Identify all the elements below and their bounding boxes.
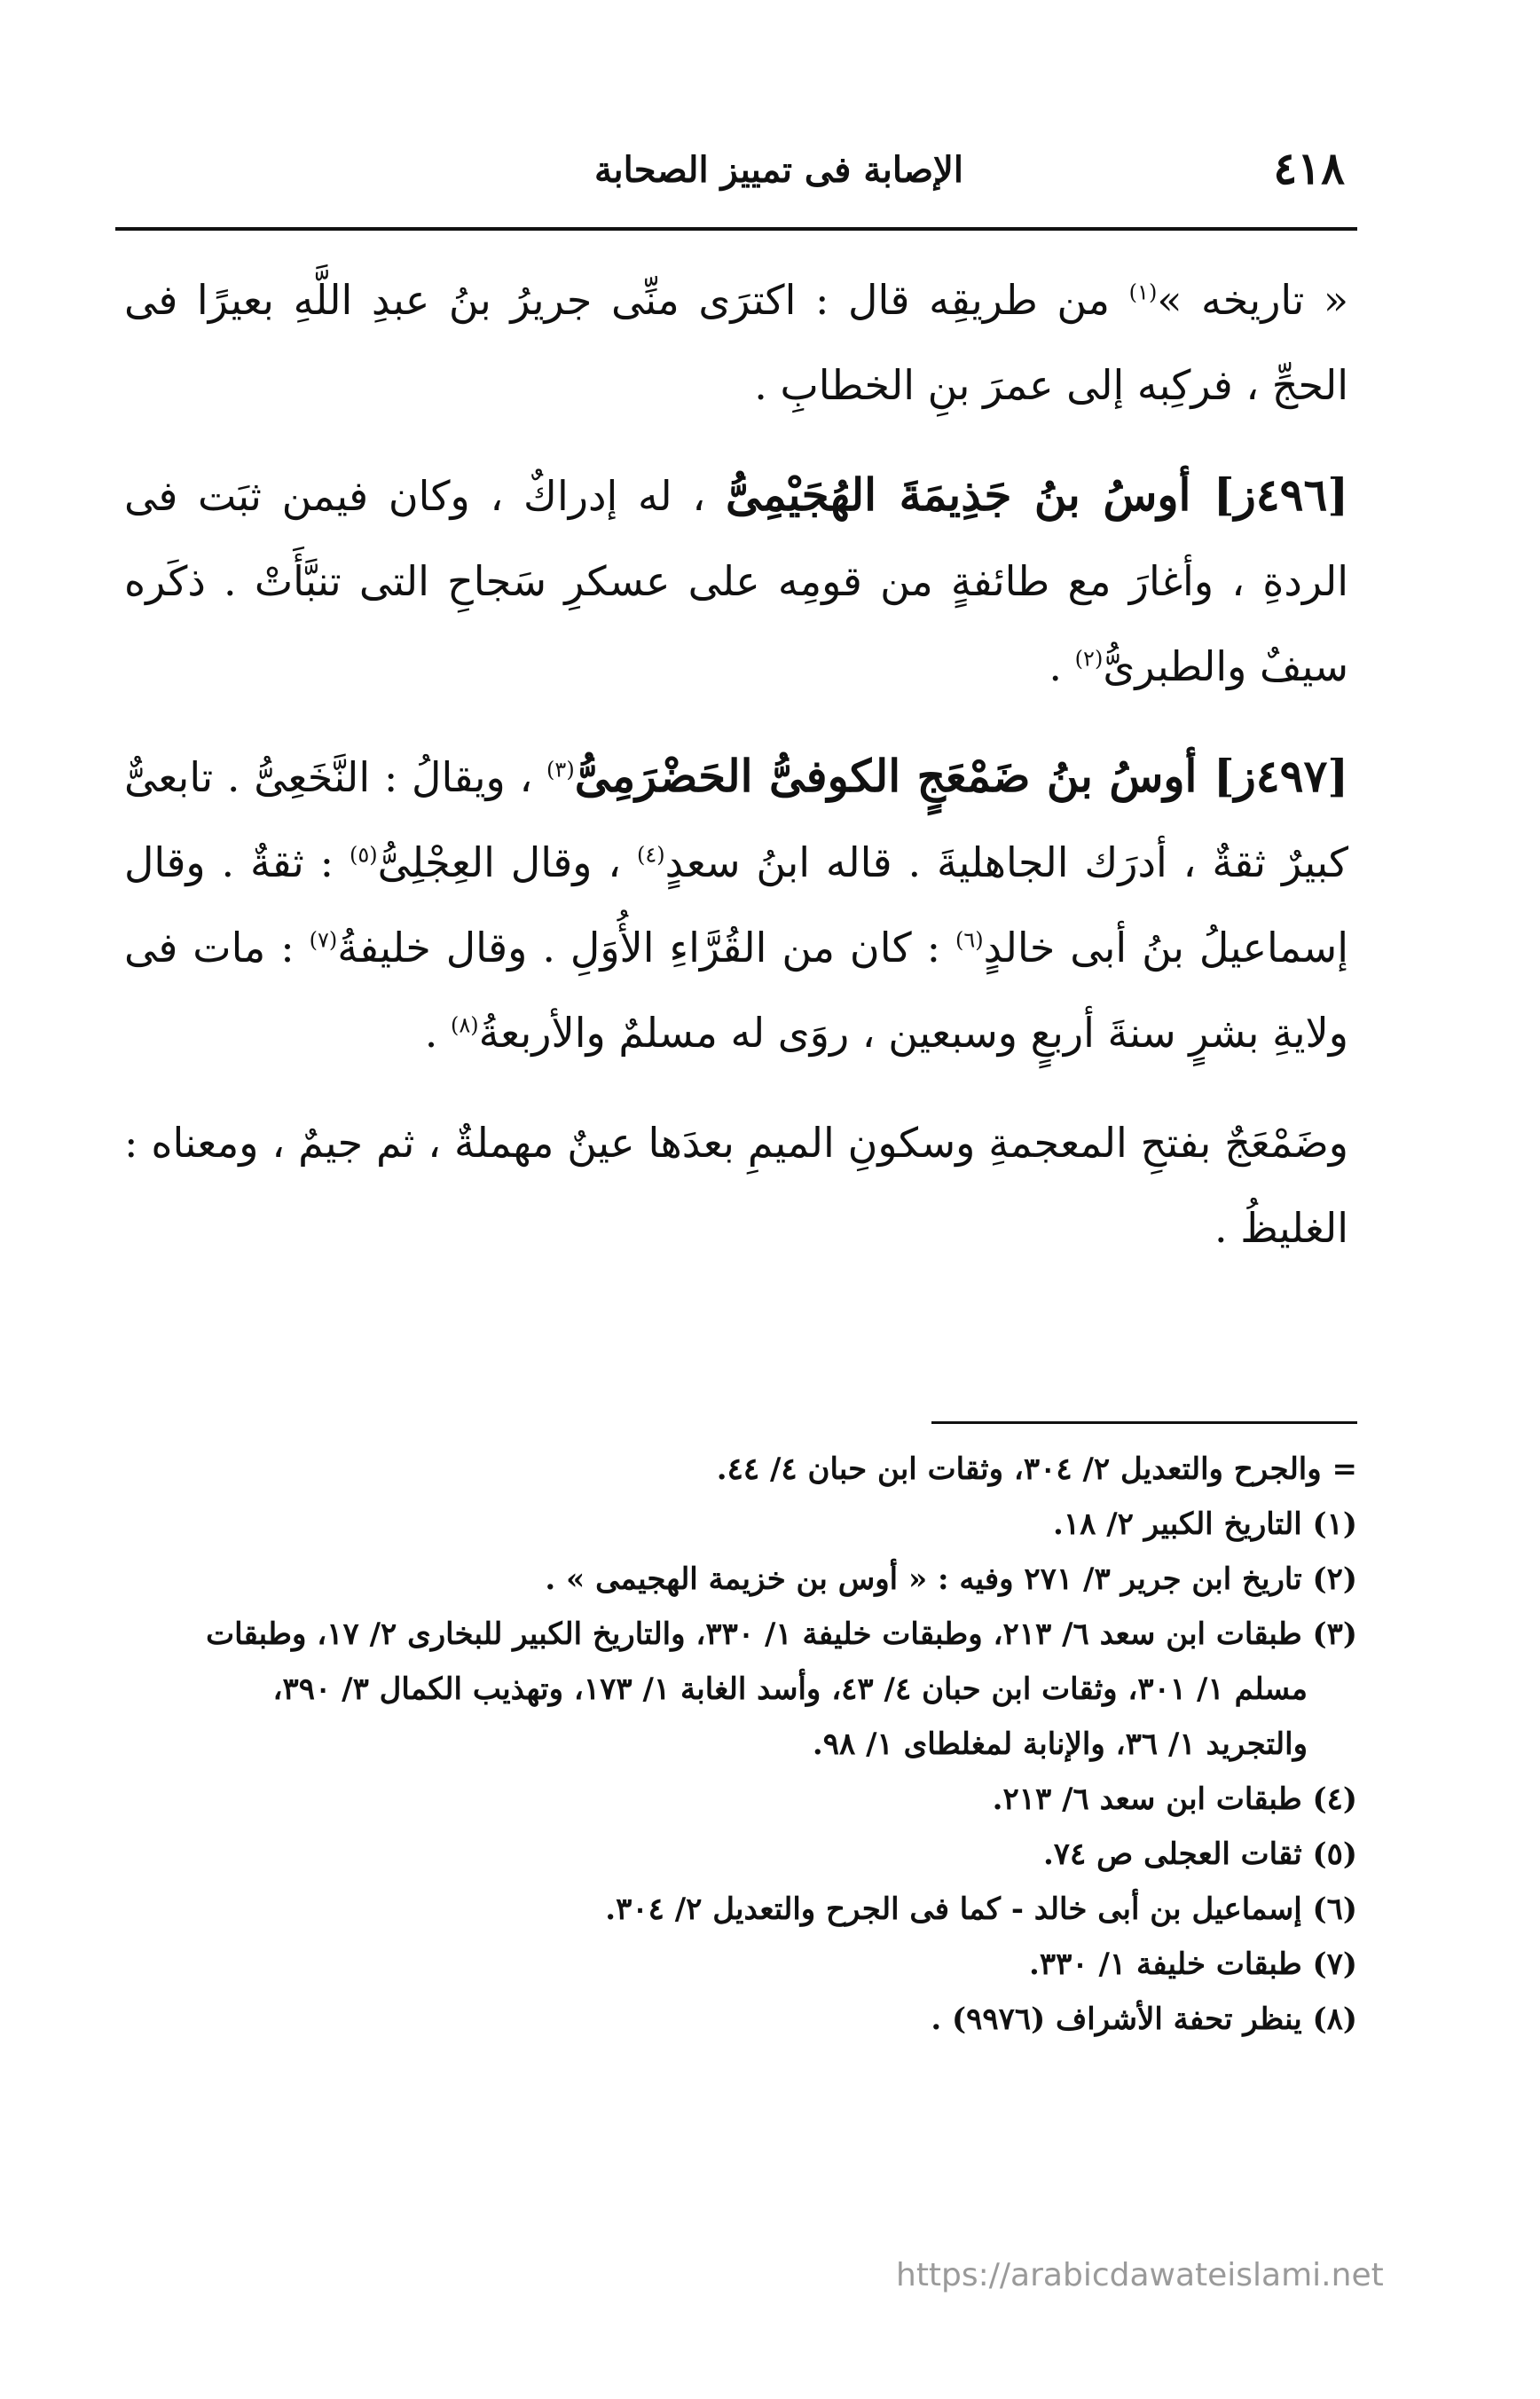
footnote-ref-6: (٦) [955,927,984,953]
footnote-3-line-1: (٣) طبقات ابن سعد ٦/ ٢١٣، وطبقات خليفة ١/ ٣٣٠، والتاريخ الكبير للبخارى ٢/ ١٧، وطبقات [206,1616,1357,1652]
footnote-8: (٨) ينظر تحفة الأشراف (٩٩٧٦) . [931,2002,1357,2037]
paragraph-1 [124,257,1348,428]
header-rule [115,227,1357,231]
entry-497-s5: : مات فى ولايةِ بشرٍ سنةَ أربعٍ وسبعين ، روَى له مسلمٌ والأربعةُ [124,924,1348,1057]
entry-497-s3: : ثقةٌ . وقال إسماعيلُ بنُ أبى خالدٍ [124,838,1348,971]
footnote-4: (٤) طبقات ابن سعد ٦/ ٢١٣. [992,1782,1357,1817]
footnote-ref-8: (٨) [450,1012,479,1038]
footnote-ref-3: (٣) [546,757,575,783]
p1-start: « تاريخه » [1157,276,1348,324]
p1-text: من طريقِه قال : اكترَى منِّى جريرُ بنُ عبدِ اللَّهِ بعيرًا فى الحجِّ ، فركِبه إلى عمرَ بنِ الخطابِ . [124,276,1348,409]
entry-497 [124,734,1348,1075]
footnote-ref-7: (٧) [309,927,338,953]
footnote-7: (٧) طبقات خليفة ١/ ٣٣٠. [1029,1947,1357,1982]
footnote-ref-4: (٤) [637,842,665,868]
entry-497-s2: ، وقال العِجْلِىُّ [377,838,638,886]
footnote-ref-1: (١) [1128,279,1158,305]
footnote-2: (٢) تاريخ ابن جرير ٣/ ٢٧١ وفيه : « أوس بن خزيمة الهجيمى » . [545,1561,1357,1597]
entry-497-s1: ، ويقالُ : النَّخَعِىُّ . تابعىٌّ كبيرٌ ثقةٌ ، أدرَك الجاهليةَ . قاله ابنُ سعدٍ [124,753,1349,886]
entry-497-heading: [٤٩٧ز] أوسُ بنُ ضَمْعَجٍ الكوفىُّ الحَضْرَمِىُّ [574,750,1348,802]
entry-496 [124,452,1348,709]
footnote-separator [931,1421,1357,1424]
entry-497-s4: : كان من القُرَّاءِ الأُوَلِ . وقال خليفةُ [337,924,956,971]
footnote-5: (٥) ثقات العجلى ص ٧٤. [1042,1837,1357,1872]
entry-497-end: . [424,1009,451,1057]
page-number: ٤١٨ [1273,142,1345,194]
footnote-3-line-3: والتجريد ١/ ٣٦، والإنابة لمغلطاى ١/ ٩٨. [812,1726,1308,1762]
page-header [115,142,1345,204]
footnote-3-line-2: مسلم ١/ ٣٠١، وثقات ابن حبان ٤/ ٤٣، وأسد الغابة ١/ ١٧٣، وتهذيب الكمال ٣/ ٣٩٠، [272,1671,1308,1707]
entry-496-heading: [٤٩٦ز] أوسُ بنُ جَذِيمَةَ الهُجَيْمِىُّ [725,468,1348,521]
footnote-ref-5: (٥) [350,842,378,868]
watermark-url: https://arabicdawateislami.net [896,2257,1384,2293]
main-text [124,257,1348,1295]
running-title: الإصابة فى تمييز الصحابة [594,149,963,191]
footnotes [142,1442,1357,2047]
footnote-1: (١) التاريخ الكبير ٢/ ١٨. [1053,1506,1357,1542]
paragraph-4: وضَمْعَجٌ بفتحِ المعجمةِ وسكونِ الميمِ بعدَها عينٌ مهملةٌ ، ثم جيمٌ ، ومعناه : الغليظُ . [124,1119,1348,1252]
entry-496-end: . [1049,642,1075,690]
footnote-6: (٦) إسماعيل بن أبى خالد - كما فى الجرح والتعديل ٢/ ٣٠٤. [605,1892,1357,1927]
entry-496-text: ، له إدراكٌ ، وكان فيمن ثبَت فى الردةِ ، وأغارَ مع طائفةٍ من قومِه على عسكرِ سَجاحِ التى تنبَّأَتْ . ذكَره سيفٌ والطبرىُّ [124,472,1348,690]
footnote-ref-2: (٢) [1074,646,1104,672]
footnote-continuation: = والجرح والتعديل ٢/ ٣٠٤، وثقات ابن حبان ٤/ ٤٤. [716,1451,1357,1487]
